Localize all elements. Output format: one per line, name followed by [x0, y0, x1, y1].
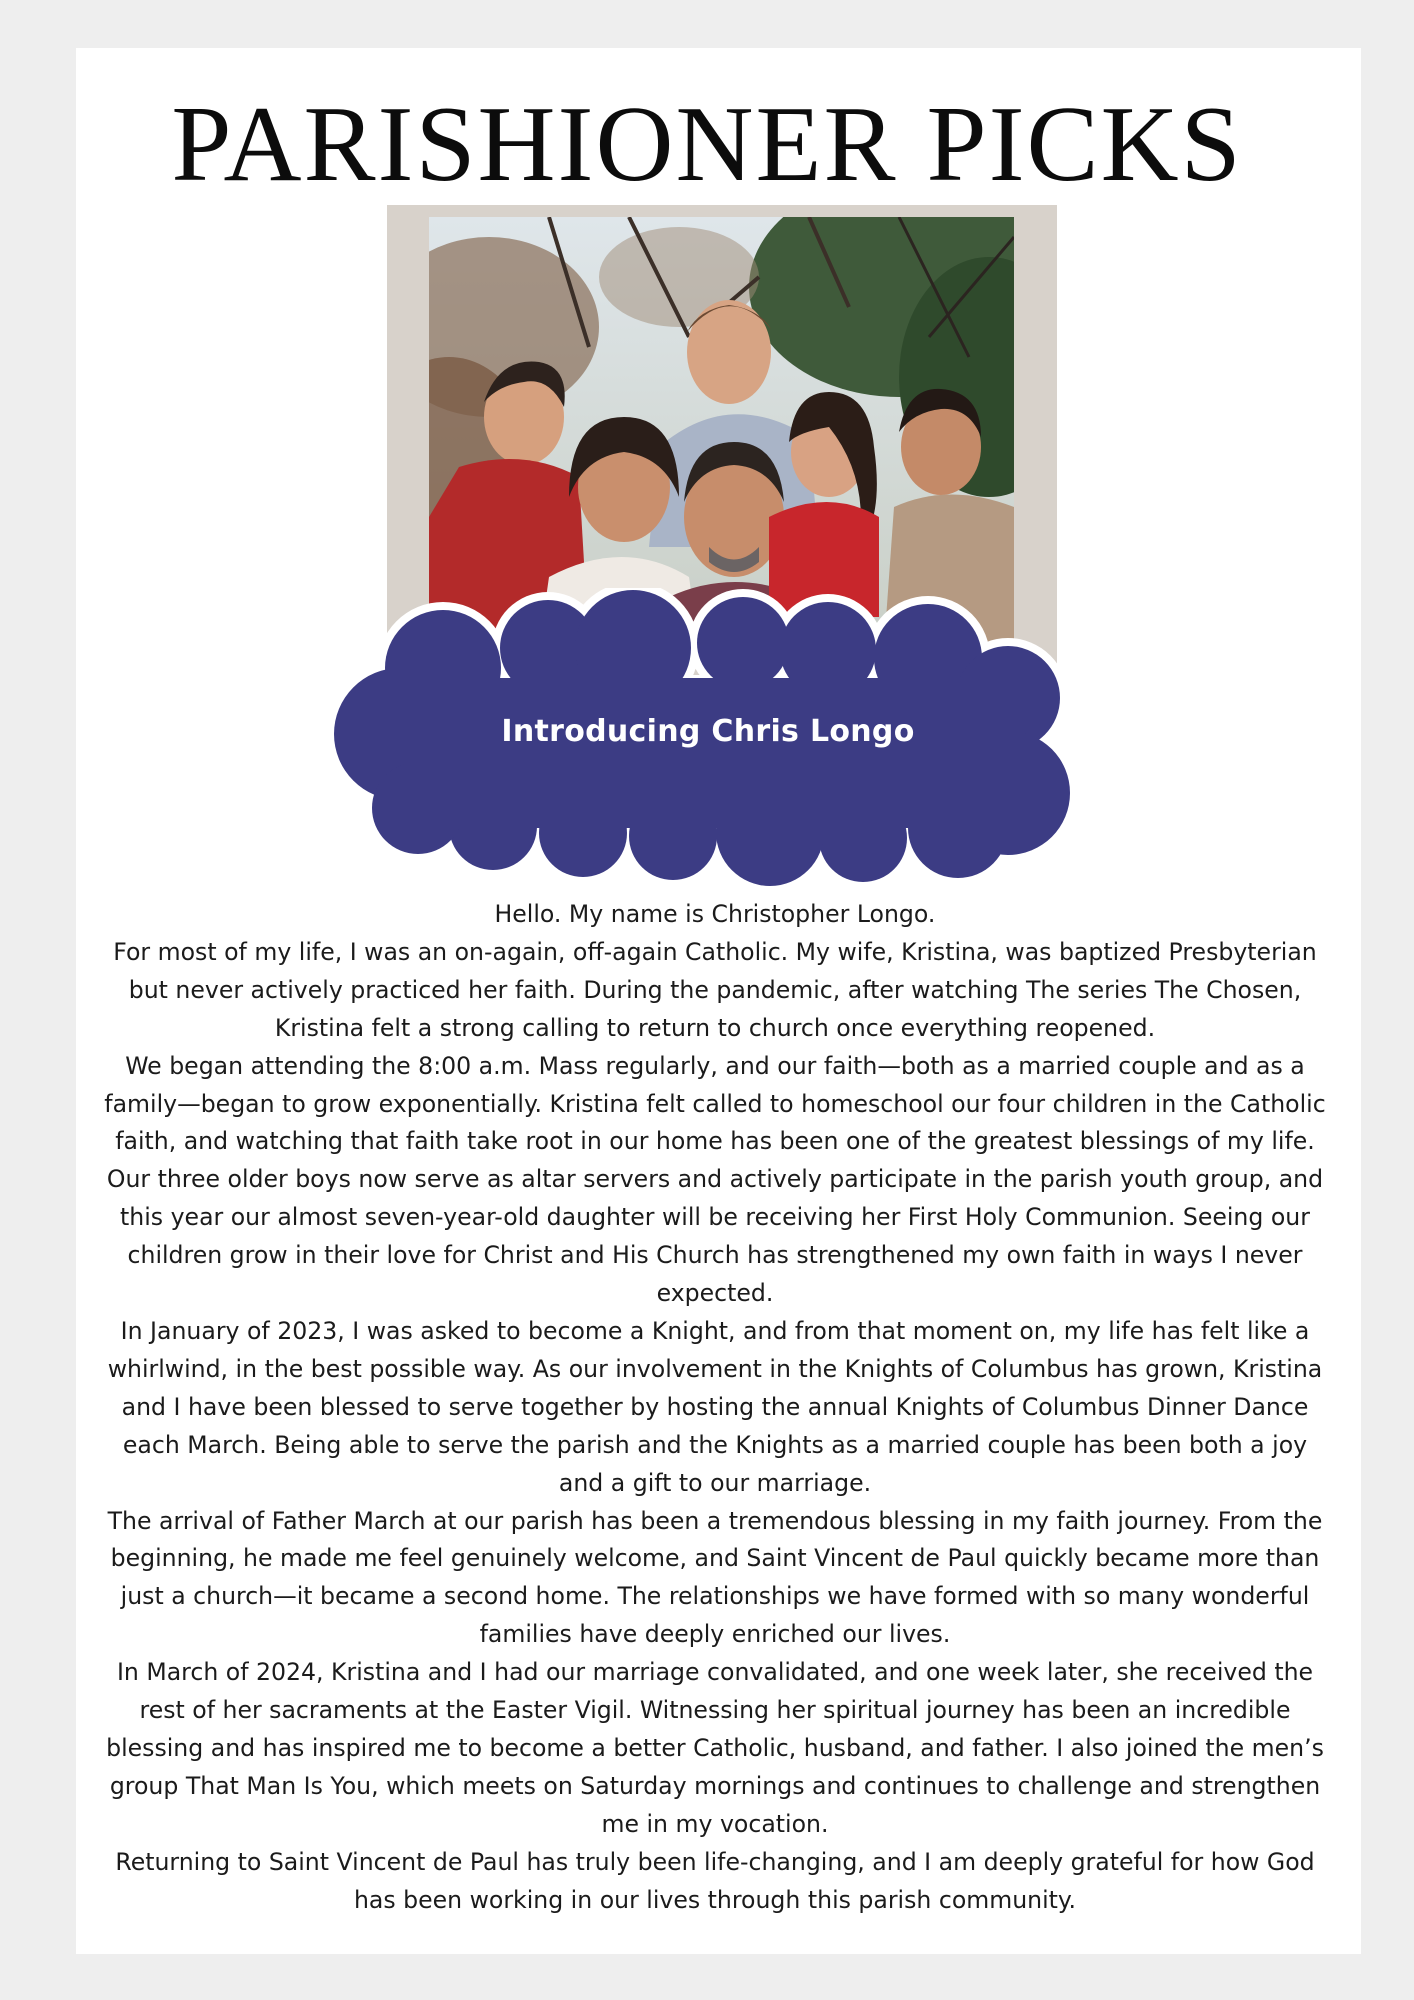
paragraph-closing: Returning to Saint Vincent de Paul has truly been life-changing, and I am deeply grateful for how God has been working in our lives through this parish community. — [115, 1847, 1315, 1914]
paragraph: The arrival of Father March at our parish has been a tremendous blessing in my faith journey. From the beginning, he made me feel genuinely welcome, and Saint Vincent de Paul quickly became more than just a church—it became a second home. The relationships we have formed with so many wonderful families have deeply enriched our lives. — [107, 1506, 1323, 1649]
paragraph-greeting: Hello. My name is Christopher Longo. — [494, 900, 936, 928]
paragraph: In March of 2024, Kristina and I had our marriage convalidated, and one week later, she received the rest of her sacraments at the Easter Vigil. Witnessing her spiritual journey has been an incredible blessing and has inspired me to become a better Catholic, husband, and father. I also joined the men’s group That Man Is You, which meets on Saturday mornings and continues to challenge and strengthen me in my vocation. — [106, 1658, 1324, 1838]
paragraph: In January of 2023, I was asked to become a Knight, and from that moment on, my life has felt like a whirlwind, in the best possible way. As our involvement in the Knights of Columbus has grown, Kristina and I have been blessed to serve together by hosting the annual Knights of Columbus Dinner Dance each March. Being able to serve the parish and the Knights as a married couple has been both a joy and a gift to our marriage. — [107, 1316, 1323, 1497]
paragraph: For most of my life, I was an on-again, off-again Catholic. My wife, Kristina, was baptized Presbyterian but never actively practiced her faith. During the pandemic, after watching The series The Chosen, Kristina felt a strong calling to return to church once everything reopened. — [113, 937, 1317, 1042]
family-photo — [429, 217, 1014, 647]
page-title: PARISHIONER PICKS — [171, 85, 1243, 204]
article-body — [104, 896, 1326, 1919]
paragraph: We began attending the 8:00 a.m. Mass regularly, and our faith—both as a married couple and as a family—began to grow exponentially. Kristina felt called to homeschool our four children in the Catholic faith, and watching that faith take root in our home has been one of the greatest blessings of my life. Our three older boys now serve as altar servers and actively participate in the parish youth group, and this year our almost seven-year-old daughter will be receiving her First Holy Communion. Seeing our children grow in their love for Christ and His Church has strengthened my own faith in ways I never expected. — [104, 1051, 1326, 1308]
banner-label: Introducing Chris Longo — [501, 714, 915, 749]
